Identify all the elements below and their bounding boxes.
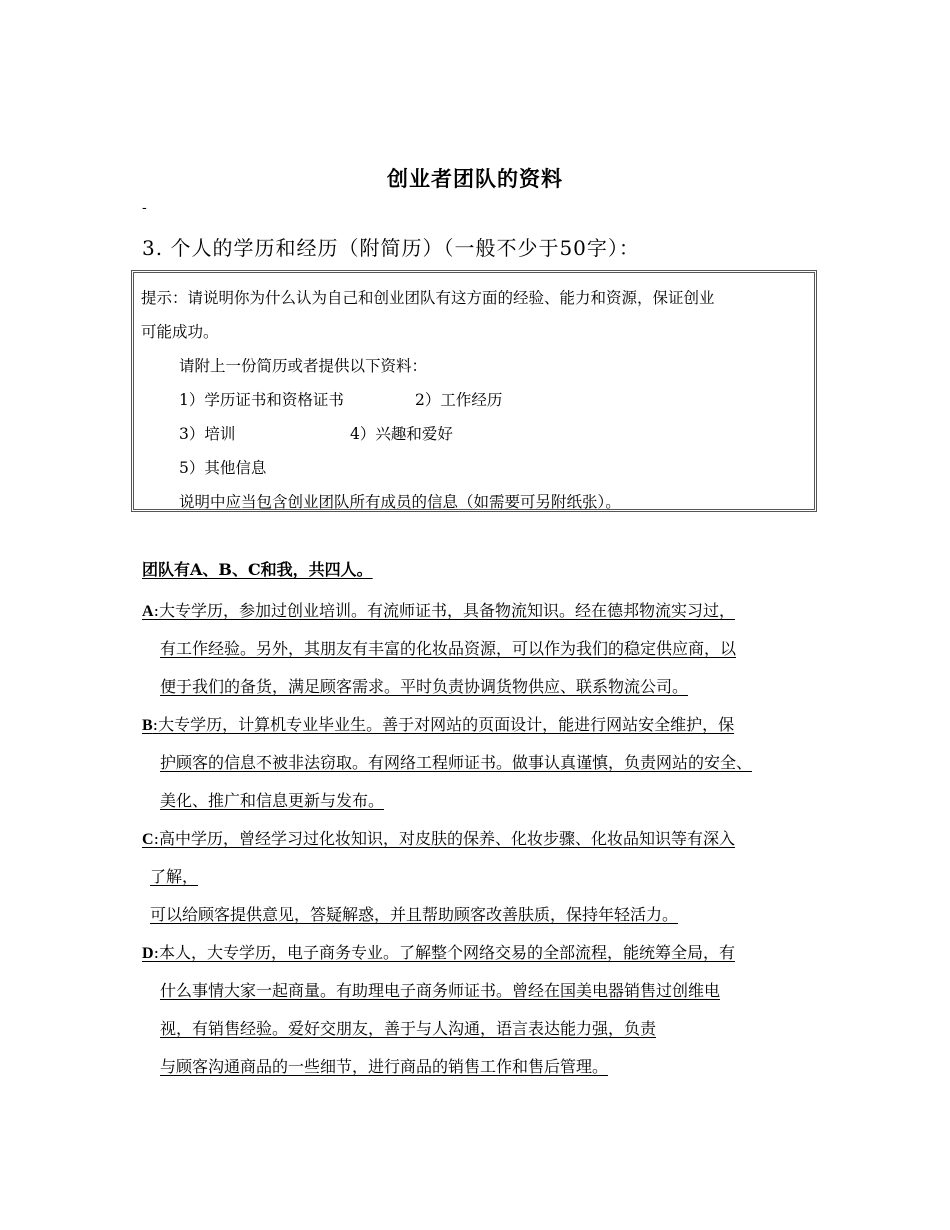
member-a-line-2: 有工作经验。另外，其朋友有丰富的化妆品资源，可以作为我们的稳定供应商，以 [160,639,737,658]
member-b-text-1: :大专学历，计算机专业毕业生。善于对网站的页面设计，能进行网站安全维护，保 [152,715,735,734]
team-heading: 团队有A、B、C和我，共四人。 [142,560,373,579]
member-d-line-2: 什么事情大家一起商量。有助理电子商务师证书。曾经在国美电器销售过创维电 [160,981,721,1000]
hint-item-2: 2）工作经历 [415,391,503,409]
member-a-line-3: 便于我们的备货，满足顾客需求。平时负责协调货物供应、联系物流公司。 [160,677,689,696]
member-d-label: D [142,945,154,962]
member-a-label: A [142,603,154,620]
hint-item-3: 3）培训 [179,425,236,443]
hint-line-1: 提示：请说明你为什么认为自己和创业团队有这方面的经验、能力和资源，保证创业 [141,289,715,307]
hint-line-2: 可能成功。 [141,323,219,341]
member-b-line-2: 护顾客的信息不被非法窃取。有网络工程师证书。做事认真谨慎，负责网站的安全、 [160,753,753,772]
member-a-text-1: :大专学历，参加过创业培训。有流师证书，具备物流知识。经在德邦物流实习过， [153,601,735,620]
member-b-line-1 [142,712,734,735]
member-b-line-3: 美化、推广和信息更新与发布。 [160,791,385,810]
member-c-line-3: 可以给顾客提供意见，答疑解惑，并且帮助顾客改善肤质，保持年轻活力。 [150,905,679,924]
member-c-text-1: :高中学历，曾经学习过化妆知识，对皮肤的保养、化妆步骤、化妆品知识等有深入 [153,829,735,848]
hint-item-4: 4）兴趣和爱好 [350,425,453,443]
section-heading: 3. 个人的学历和经历（附简历）（一般不少于50字）： [142,236,640,260]
member-c-label: C [142,831,154,848]
member-d-line-1 [142,940,735,963]
hint-item-1: 1）学历证书和资格证书 [179,391,344,409]
member-d-line-4: 与顾客沟通商品的一些细节，进行商品的销售工作和售后管理。 [160,1057,609,1076]
page-title: 创业者团队的资料 [387,167,563,191]
hint-note: 说明中应当包含创业团队所有成员的信息（如需要可另附纸张）。 [179,493,621,511]
hint-attach: 请附上一份简历或者提供以下资料： [179,357,428,375]
member-c-line-1 [142,826,735,849]
member-b-label: B [142,717,153,734]
member-d-line-3: 视，有销售经验。爱好交朋友，善于与人沟通，语言表达能力强，负责 [160,1019,657,1038]
dash-mark: - [142,200,147,216]
member-d-text-1: :本人，大专学历，电子商务专业。了解整个网络交易的全部流程，能统筹全局，有 [153,943,735,962]
hint-item-5: 5）其他信息 [179,459,267,477]
member-a-line-1 [142,598,735,621]
member-c-line-2: 了解， [150,867,199,886]
